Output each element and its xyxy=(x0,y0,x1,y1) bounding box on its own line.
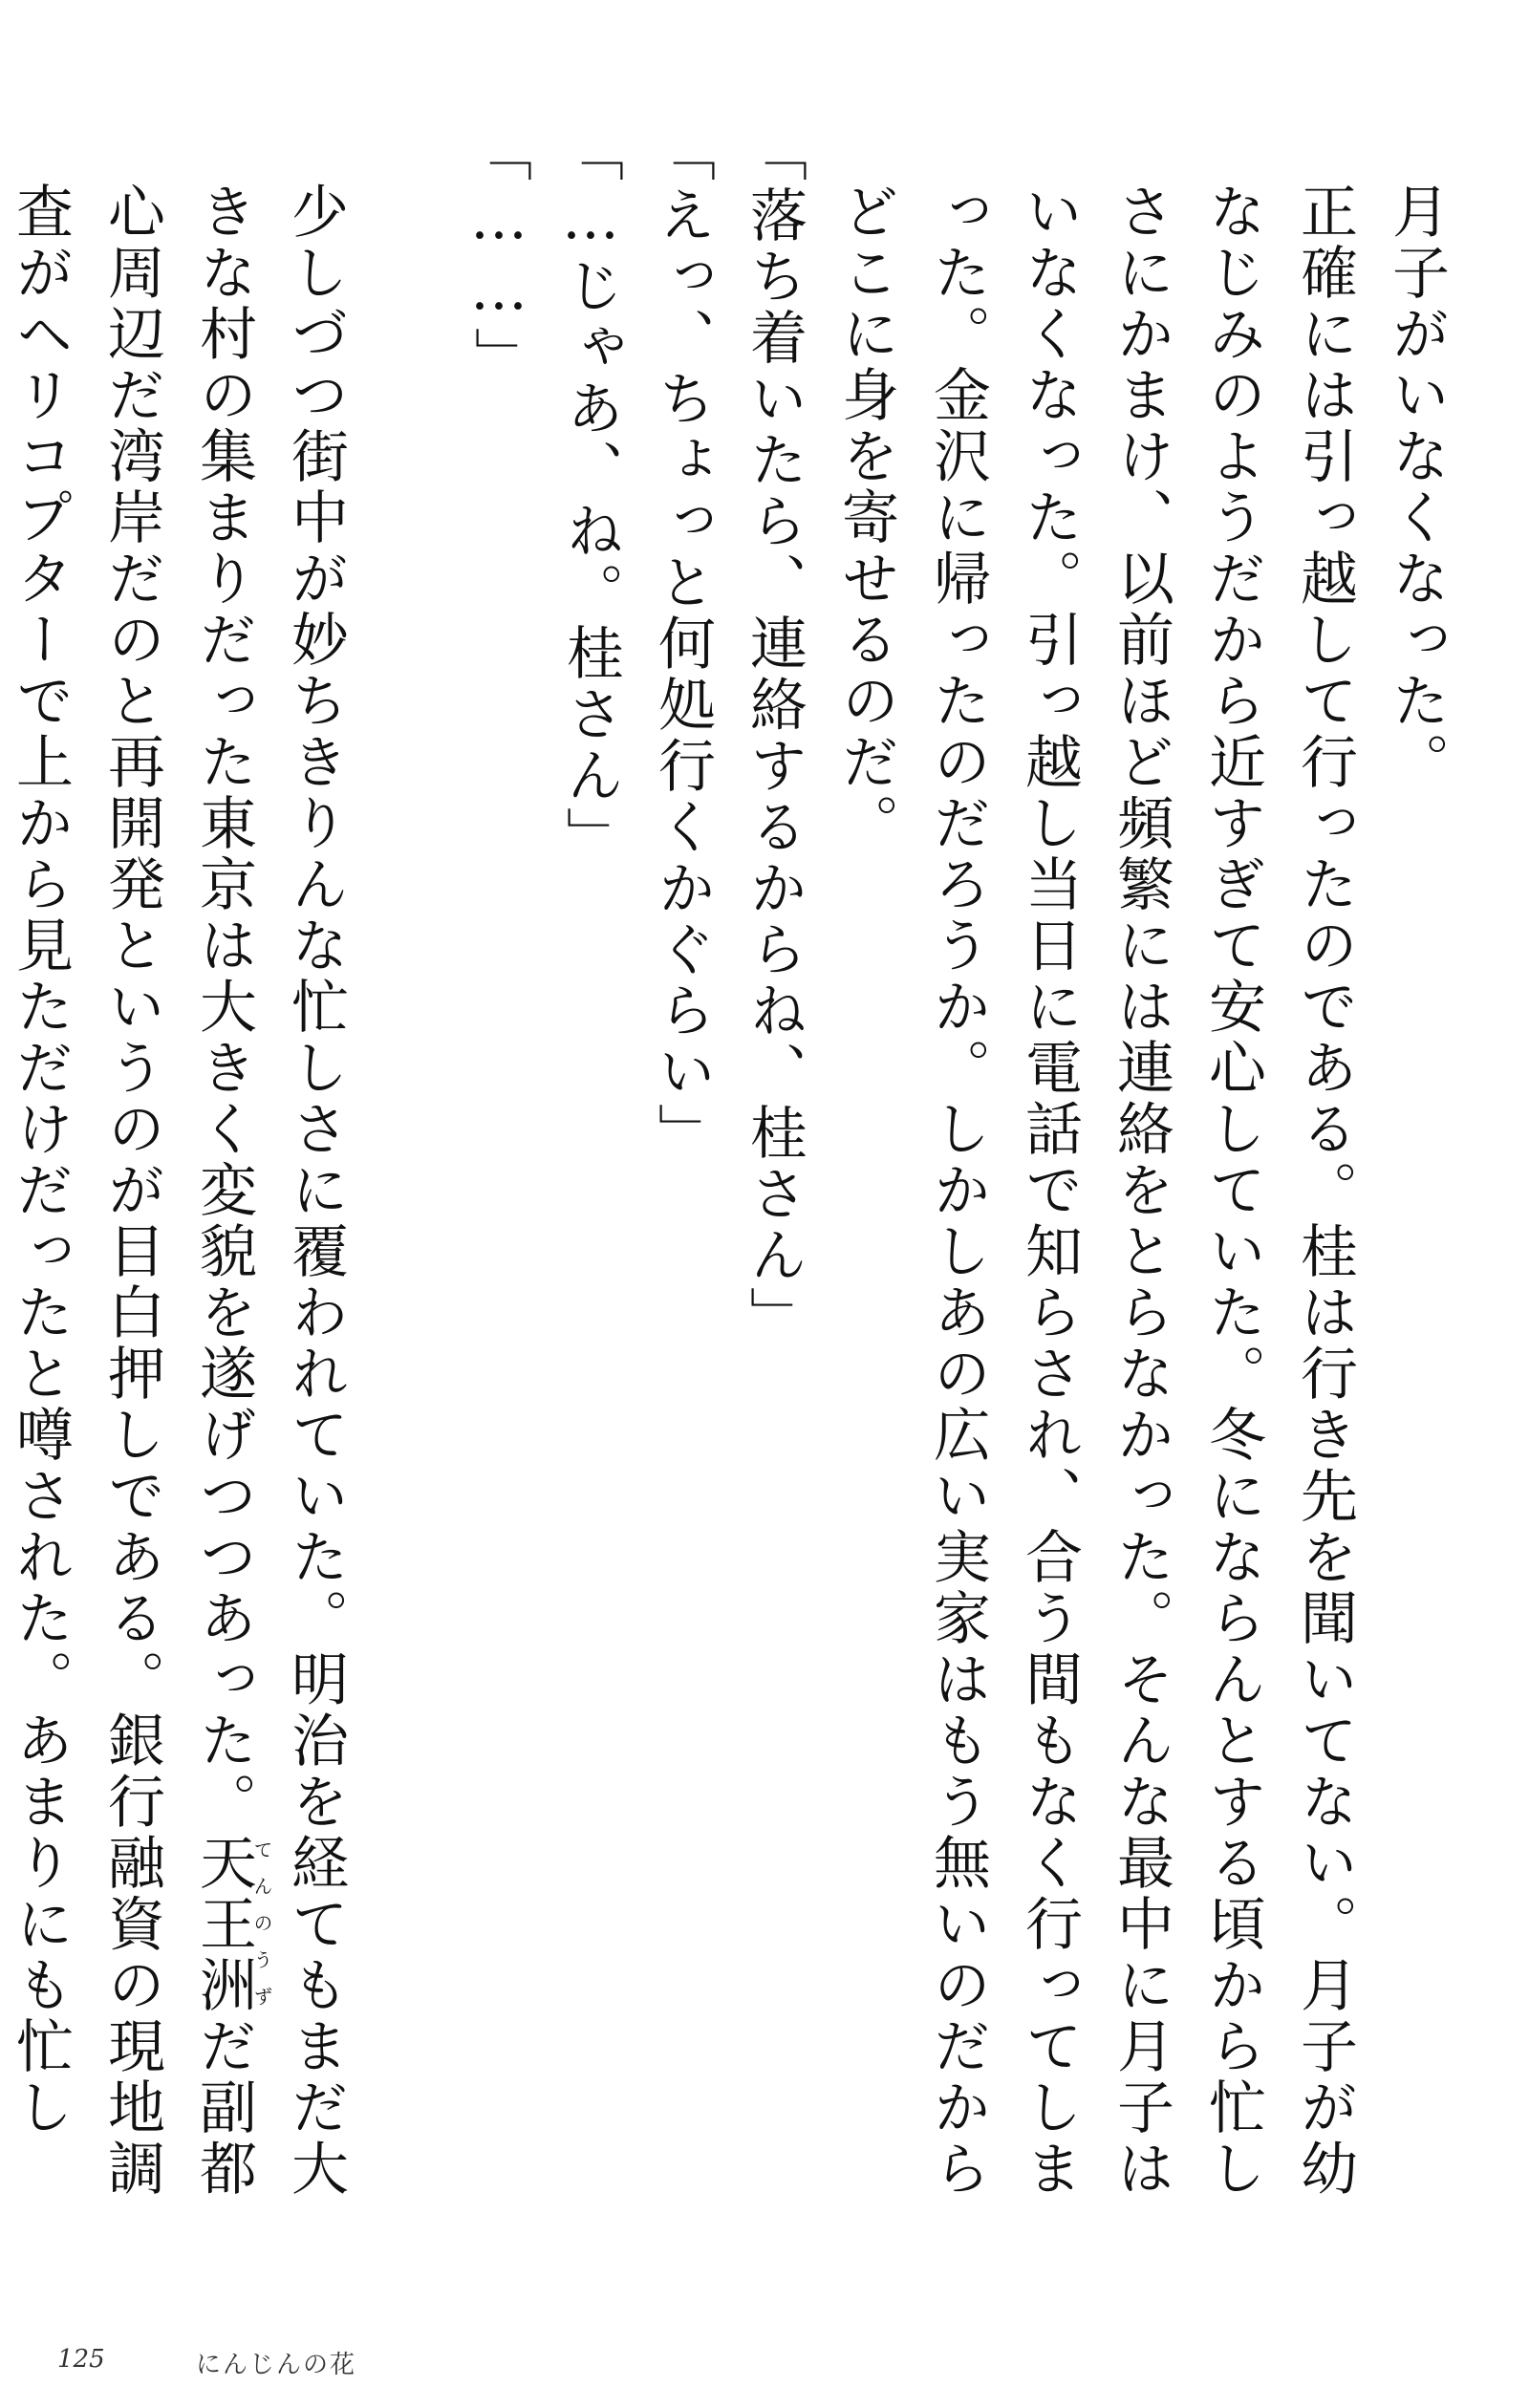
paragraph-2: 正確には引っ越して行ったのである。桂は行き先を聞いてない。月子が幼なじみのようだから近すぎて安心していた。冬にならんとする頃から忙しさにかまけ、以前ほど頻繁には連絡をとらなかった。そんな最中に月子はいなくなった。引っ越し当日に電話で知らされ、合う間もなく行ってしまった。金沢に帰ったのだろうか。しかしあの広い実家はもう無いのだからどこに身を寄せるのだ。 xyxy=(832,182,1358,2200)
dialogue-line-4: 「……」 xyxy=(465,124,532,388)
ruby-reading: てんのうず xyxy=(250,1833,273,2016)
blank-line xyxy=(361,124,453,2255)
ruby-annotation: 天王洲てんのうず xyxy=(190,1833,273,2016)
vertical-text-body xyxy=(7,124,1462,2255)
paragraph-3: 少しづつ街中が妙ちきりんな忙しさに覆われていた。明治を経てもまだ大きな村の集まりだった東京は大きく変貌を遂げつつあった。天王洲てんのうずだ副都心周辺だ湾岸だのと再開発というのが目白押しである。銀行融資の現地調査がヘリコプターで上から見ただけだったと噂された。あまりにも忙し xyxy=(7,182,349,2200)
page-number: 125 xyxy=(57,2345,105,2374)
dialogue-line-1: 「落ち着いたら、連絡するからね、桂さん」 xyxy=(741,124,808,1347)
dialogue-line-2: 「えっ、ちょっと何処行くかぐらい」 xyxy=(649,124,716,1164)
dialogue-line-3: 「…じゃあ、ね。桂さん」 xyxy=(557,124,624,868)
paragraph-1: 月子がいなくなった。 xyxy=(1383,182,1450,793)
book-title: にんじんの花 xyxy=(196,2351,357,2379)
